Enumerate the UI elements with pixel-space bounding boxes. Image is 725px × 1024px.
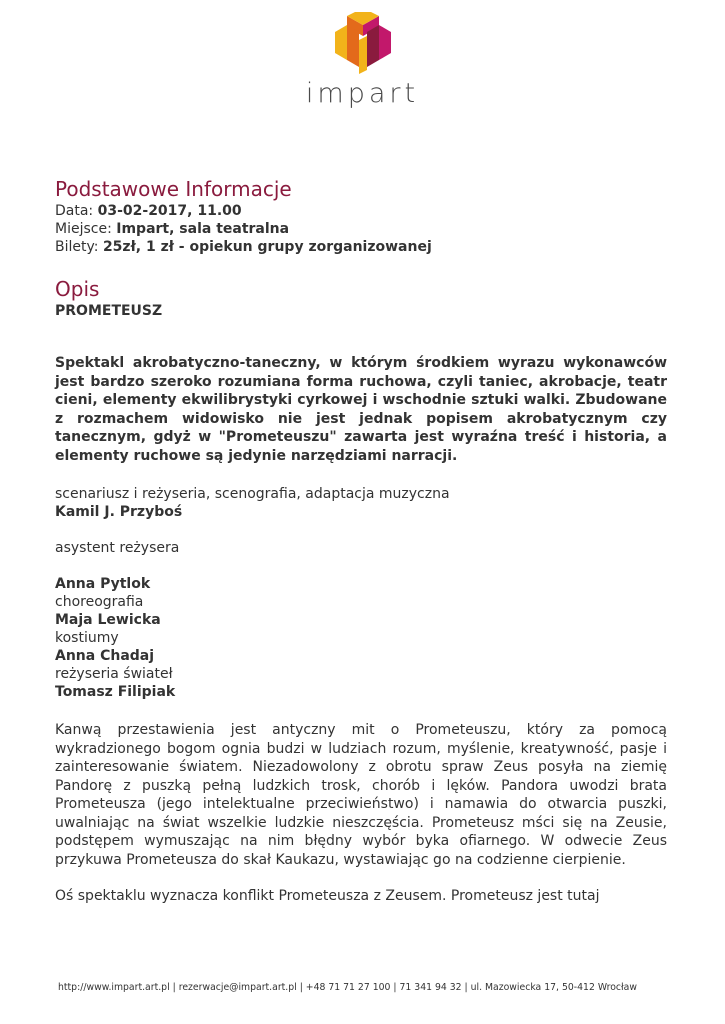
logo-facet-4 — [335, 25, 347, 60]
credit-name: Anna Chadaj — [55, 648, 155, 664]
conflict-paragraph: Oś spektaklu wyznacza konflikt Prometeusza z Zeusem. Prometeusz jest tutaj — [55, 888, 600, 904]
show-title: PROMETEUSZ — [55, 303, 163, 319]
story-paragraph: Kanwą przestawienia jest antyczny mit o Prometeuszu, który za pomocą wykradzionego bogom ognia budzi w ludziach rozum, myślenie, kreatywność, pasje i zainteresowanie światem. Niezadowolony z obrotu spraw Zeus posyła na ziemię Pandorę z puszką pełną ludzkich trosk, chorób i lęków. Pandora uwodzi brata Prometeusza (jego intelektualne przeciwieństwo) i namawia do otwarcia puszki, uwalniając na świat wszelkie ludzkie nieszczęścia. Prometeusz mści się na Zeusie, podstępem wymuszając na nim błędny wybór byka ofiarnego. W odwecie Zeus przykuwa Prometeusza do skał Kaukazu, wystawiając go na codzienne cierpienie. — [55, 722, 667, 868]
logo-facet-7 — [379, 25, 391, 60]
place-value: Impart, sala teatralna — [116, 221, 290, 237]
footer-contact: http://www.impart.art.pl | rezerwacje@impart.art.pl | +48 71 71 27 100 | 71 341 94 32 | ul. Mazowiecka 17, 50-412 Wrocław — [58, 982, 637, 993]
tickets-row — [55, 238, 667, 256]
credit-name: Tomasz Filipiak — [55, 684, 176, 700]
credit-name: Kamil J. Przyboś — [55, 504, 183, 520]
tickets-label: Bilety: — [55, 239, 99, 255]
description-heading: Opis — [55, 277, 100, 301]
intro-paragraph: Spektakl akrobatyczno-taneczny, w którym środkiem wyrazu wykonawców jest bardzo szeroko rozumiana forma ruchowa, czyli taniec, akrobacje, teatr cieni, elementy ekwilibrystyki cyrkowej i wschodnie sztuki walki. Zbudowane z rozmachem widowisko nie jest jednak popisem akrobatycznym czy tanecznym, gdyż w "Prometeuszu" zawarta jest wyraźna treść i historia, a elementy ruchowe są jedynie narzędziami narracji. — [55, 355, 667, 464]
date-row — [55, 202, 667, 220]
credits — [55, 485, 667, 701]
credit-role: choreografia — [55, 594, 144, 610]
logo-facet-8 — [359, 36, 367, 74]
place-label: Miejsce: — [55, 221, 112, 237]
event-content — [55, 176, 667, 906]
logo-wordmark: impart — [305, 78, 420, 109]
logo-facet-6 — [367, 25, 379, 67]
credit-name: Anna Pytlok — [55, 576, 151, 592]
impart-logo — [300, 12, 425, 109]
logo-facet-5 — [347, 25, 359, 67]
tickets-value: 25zł, 1 zł - opiekun grupy zorganizowanej — [102, 239, 432, 255]
credit-name: Maja Lewicka — [55, 612, 161, 628]
credit-role: asystent reżysera — [55, 540, 180, 556]
date-label: Data: — [55, 203, 94, 219]
credit-role: scenariusz i reżyseria, scenografia, adaptacja muzyczna — [55, 486, 450, 502]
impart-logo-mark — [333, 12, 393, 74]
place-row — [55, 220, 667, 238]
basic-info-heading: Podstawowe Informacje — [55, 177, 292, 201]
credit-role: kostiumy — [55, 630, 119, 646]
date-value: 03-02-2017, 11.00 — [97, 203, 242, 219]
credit-role: reżyseria świateł — [55, 666, 173, 682]
